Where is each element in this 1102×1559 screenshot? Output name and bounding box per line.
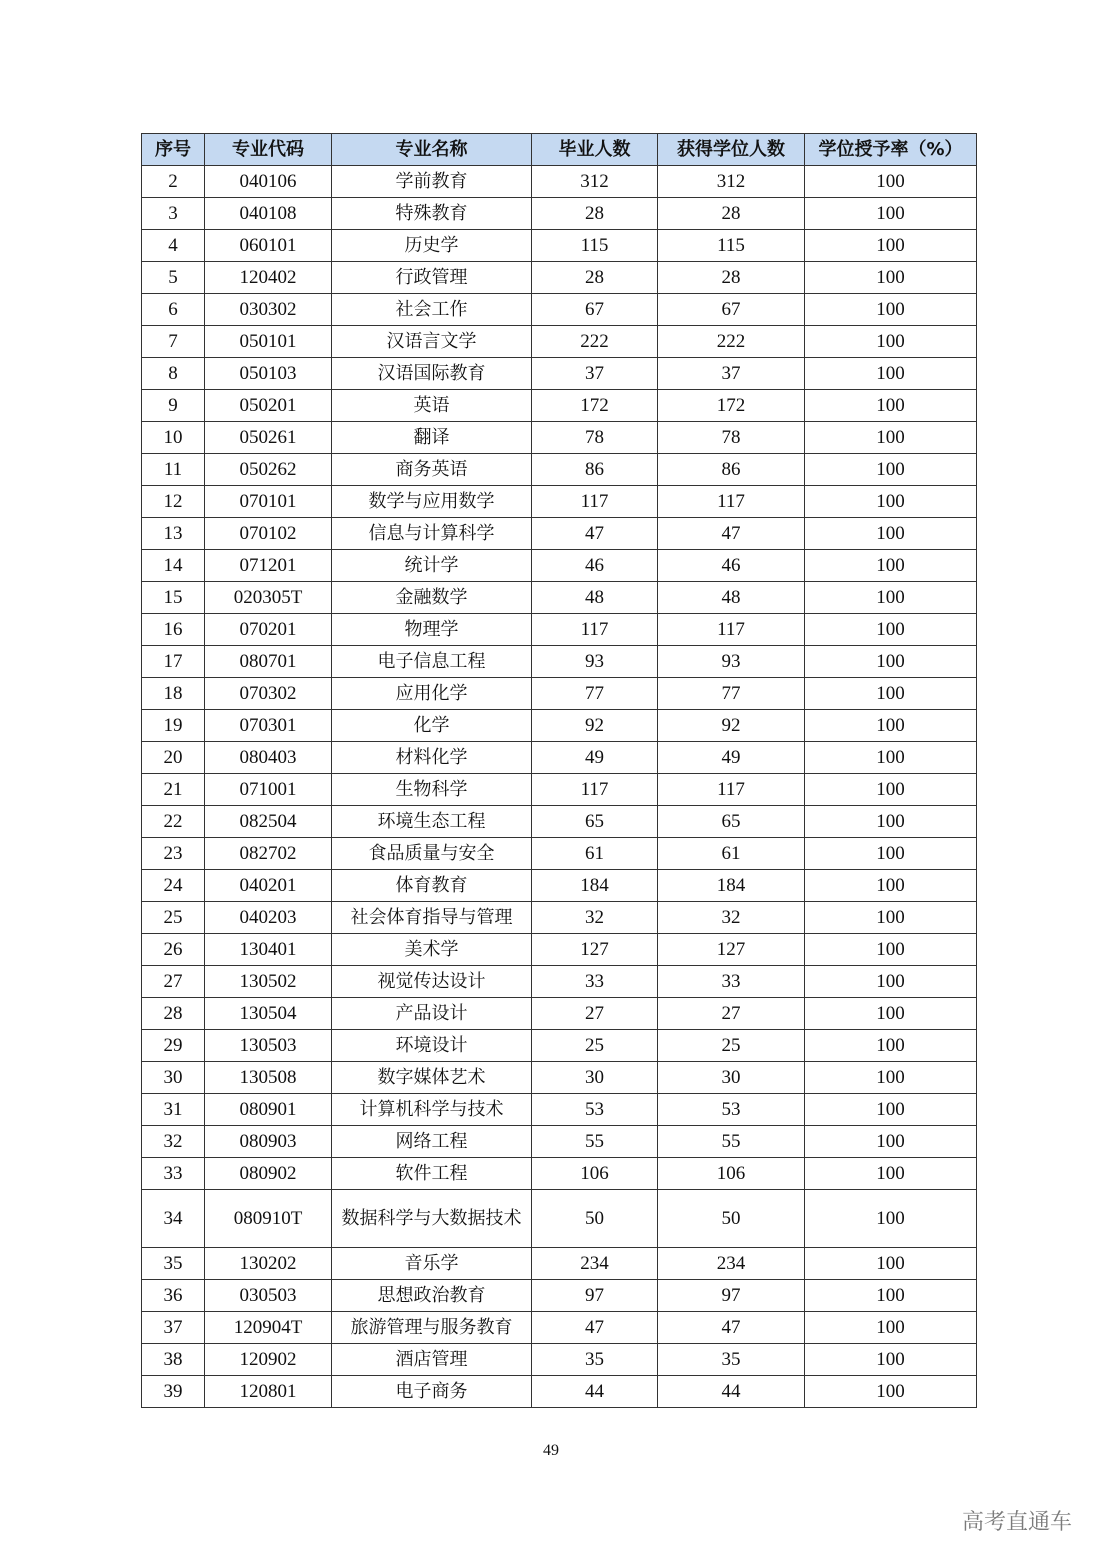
cell-graduates: 50 [532,1190,658,1248]
cell-graduates: 53 [532,1094,658,1126]
cell-graduates: 44 [532,1376,658,1408]
table-row [142,262,977,294]
cell-index: 21 [142,774,205,806]
cell-index: 31 [142,1094,205,1126]
cell-major-code: 080403 [205,742,332,774]
cell-index: 30 [142,1062,205,1094]
cell-degrees-awarded: 117 [658,486,805,518]
table-row [142,870,977,902]
cell-degrees-awarded: 65 [658,806,805,838]
cell-major-code: 120904T [205,1312,332,1344]
cell-major-code: 070201 [205,614,332,646]
cell-degree-rate: 100 [805,390,977,422]
cell-major-name: 英语 [332,390,532,422]
cell-index: 20 [142,742,205,774]
cell-degree-rate: 100 [805,838,977,870]
cell-major-code: 120902 [205,1344,332,1376]
cell-degree-rate: 100 [805,550,977,582]
cell-index: 8 [142,358,205,390]
cell-major-name: 电子信息工程 [332,646,532,678]
cell-degrees-awarded: 44 [658,1376,805,1408]
cell-index: 15 [142,582,205,614]
cell-index: 26 [142,934,205,966]
table-row [142,902,977,934]
table-row [142,1094,977,1126]
cell-major-code: 070102 [205,518,332,550]
cell-degree-rate: 100 [805,902,977,934]
cell-graduates: 222 [532,326,658,358]
cell-degree-rate: 100 [805,1280,977,1312]
cell-major-name: 电子商务 [332,1376,532,1408]
cell-major-code: 050201 [205,390,332,422]
cell-major-name: 网络工程 [332,1126,532,1158]
cell-index: 2 [142,166,205,198]
cell-degrees-awarded: 46 [658,550,805,582]
table-row [142,614,977,646]
cell-degrees-awarded: 184 [658,870,805,902]
cell-degrees-awarded: 117 [658,774,805,806]
cell-graduates: 65 [532,806,658,838]
cell-graduates: 33 [532,966,658,998]
cell-degrees-awarded: 47 [658,518,805,550]
cell-index: 9 [142,390,205,422]
table-row [142,1376,977,1408]
cell-index: 10 [142,422,205,454]
cell-major-code: 070101 [205,486,332,518]
cell-degrees-awarded: 172 [658,390,805,422]
cell-graduates: 117 [532,614,658,646]
cell-degrees-awarded: 127 [658,934,805,966]
cell-index: 34 [142,1190,205,1248]
cell-degrees-awarded: 47 [658,1312,805,1344]
cell-degree-rate: 100 [805,230,977,262]
cell-major-code: 080902 [205,1158,332,1190]
cell-major-name: 食品质量与安全 [332,838,532,870]
cell-major-name: 音乐学 [332,1248,532,1280]
cell-graduates: 106 [532,1158,658,1190]
cell-graduates: 47 [532,518,658,550]
cell-graduates: 25 [532,1030,658,1062]
cell-degrees-awarded: 97 [658,1280,805,1312]
cell-graduates: 32 [532,902,658,934]
table-row [142,1190,977,1248]
cell-index: 32 [142,1126,205,1158]
cell-degrees-awarded: 106 [658,1158,805,1190]
cell-index: 14 [142,550,205,582]
cell-degree-rate: 100 [805,358,977,390]
cell-index: 5 [142,262,205,294]
cell-index: 25 [142,902,205,934]
cell-major-name: 酒店管理 [332,1344,532,1376]
cell-index: 33 [142,1158,205,1190]
cell-degree-rate: 100 [805,1344,977,1376]
table-row [142,1280,977,1312]
cell-major-name: 材料化学 [332,742,532,774]
cell-degrees-awarded: 28 [658,198,805,230]
table-row [142,486,977,518]
cell-degrees-awarded: 93 [658,646,805,678]
cell-index: 35 [142,1248,205,1280]
cell-major-code: 030503 [205,1280,332,1312]
cell-degrees-awarded: 25 [658,1030,805,1062]
cell-index: 24 [142,870,205,902]
cell-major-name: 翻译 [332,422,532,454]
cell-degree-rate: 100 [805,614,977,646]
table-row [142,582,977,614]
cell-graduates: 61 [532,838,658,870]
cell-major-name: 学前教育 [332,166,532,198]
table-row [142,646,977,678]
cell-index: 22 [142,806,205,838]
table-row [142,198,977,230]
cell-degree-rate: 100 [805,198,977,230]
cell-graduates: 67 [532,294,658,326]
cell-graduates: 117 [532,486,658,518]
cell-degree-rate: 100 [805,774,977,806]
cell-degrees-awarded: 67 [658,294,805,326]
cell-degrees-awarded: 49 [658,742,805,774]
cell-index: 29 [142,1030,205,1062]
header-row [142,134,977,166]
cell-major-code: 130401 [205,934,332,966]
cell-graduates: 92 [532,710,658,742]
table-row [142,422,977,454]
cell-major-code: 070302 [205,678,332,710]
cell-major-code: 040201 [205,870,332,902]
table-row [142,774,977,806]
cell-graduates: 86 [532,454,658,486]
cell-index: 37 [142,1312,205,1344]
cell-major-name: 应用化学 [332,678,532,710]
table-row [142,1126,977,1158]
cell-major-name: 特殊教育 [332,198,532,230]
table-row [142,550,977,582]
cell-major-name: 数学与应用数学 [332,486,532,518]
cell-major-name: 思想政治教育 [332,1280,532,1312]
cell-major-code: 082504 [205,806,332,838]
cell-degrees-awarded: 48 [658,582,805,614]
cell-degrees-awarded: 28 [658,262,805,294]
table-row [142,838,977,870]
cell-degree-rate: 100 [805,966,977,998]
cell-degree-rate: 100 [805,582,977,614]
cell-graduates: 93 [532,646,658,678]
table-row [142,166,977,198]
table-row [142,390,977,422]
header-major-code: 专业代码 [205,134,332,166]
cell-degrees-awarded: 92 [658,710,805,742]
cell-major-name: 汉语国际教育 [332,358,532,390]
cell-major-name: 化学 [332,710,532,742]
cell-major-code: 130502 [205,966,332,998]
cell-degrees-awarded: 117 [658,614,805,646]
cell-degrees-awarded: 35 [658,1344,805,1376]
cell-major-name: 商务英语 [332,454,532,486]
cell-degree-rate: 100 [805,166,977,198]
cell-graduates: 312 [532,166,658,198]
cell-major-code: 080903 [205,1126,332,1158]
cell-graduates: 184 [532,870,658,902]
cell-graduates: 117 [532,774,658,806]
cell-graduates: 234 [532,1248,658,1280]
cell-major-code: 080901 [205,1094,332,1126]
cell-graduates: 27 [532,998,658,1030]
cell-graduates: 115 [532,230,658,262]
cell-degrees-awarded: 33 [658,966,805,998]
cell-index: 16 [142,614,205,646]
cell-degrees-awarded: 32 [658,902,805,934]
cell-major-code: 050101 [205,326,332,358]
cell-index: 19 [142,710,205,742]
cell-major-code: 040108 [205,198,332,230]
table-row [142,678,977,710]
header-major-name: 专业名称 [332,134,532,166]
cell-graduates: 78 [532,422,658,454]
cell-index: 39 [142,1376,205,1408]
cell-index: 11 [142,454,205,486]
page-number: 49 [543,1442,559,1459]
cell-major-code: 071001 [205,774,332,806]
cell-graduates: 28 [532,262,658,294]
table-row [142,998,977,1030]
cell-major-name: 统计学 [332,550,532,582]
table-row [142,518,977,550]
cell-degree-rate: 100 [805,422,977,454]
table-row [142,1062,977,1094]
cell-degree-rate: 100 [805,678,977,710]
cell-degree-rate: 100 [805,486,977,518]
cell-degrees-awarded: 115 [658,230,805,262]
cell-major-name: 环境设计 [332,1030,532,1062]
table-row [142,1030,977,1062]
header-degrees-awarded: 获得学位人数 [658,134,805,166]
cell-index: 12 [142,486,205,518]
table-body [142,166,977,1408]
cell-major-name: 软件工程 [332,1158,532,1190]
cell-major-code: 080910T [205,1190,332,1248]
cell-major-name: 生物科学 [332,774,532,806]
cell-major-name: 数字媒体艺术 [332,1062,532,1094]
table-row [142,806,977,838]
cell-graduates: 77 [532,678,658,710]
cell-major-name: 社会体育指导与管理 [332,902,532,934]
cell-major-name: 视觉传达设计 [332,966,532,998]
cell-major-code: 130504 [205,998,332,1030]
table-row [142,1344,977,1376]
cell-degrees-awarded: 61 [658,838,805,870]
cell-major-code: 020305T [205,582,332,614]
cell-major-code: 130202 [205,1248,332,1280]
cell-major-code: 040106 [205,166,332,198]
cell-index: 27 [142,966,205,998]
cell-degree-rate: 100 [805,742,977,774]
cell-degree-rate: 100 [805,806,977,838]
table-row [142,966,977,998]
cell-graduates: 49 [532,742,658,774]
cell-degree-rate: 100 [805,646,977,678]
cell-graduates: 172 [532,390,658,422]
cell-major-code: 071201 [205,550,332,582]
table-row [142,358,977,390]
header-index: 序号 [142,134,205,166]
cell-degree-rate: 100 [805,1376,977,1408]
cell-index: 23 [142,838,205,870]
cell-major-name: 体育教育 [332,870,532,902]
cell-degrees-awarded: 53 [658,1094,805,1126]
cell-graduates: 46 [532,550,658,582]
cell-major-name: 计算机科学与技术 [332,1094,532,1126]
cell-index: 3 [142,198,205,230]
cell-index: 4 [142,230,205,262]
cell-degree-rate: 100 [805,294,977,326]
cell-index: 18 [142,678,205,710]
cell-degree-rate: 100 [805,518,977,550]
cell-degree-rate: 100 [805,934,977,966]
cell-graduates: 55 [532,1126,658,1158]
cell-index: 7 [142,326,205,358]
cell-degrees-awarded: 27 [658,998,805,1030]
cell-major-name: 汉语言文学 [332,326,532,358]
cell-major-code: 130503 [205,1030,332,1062]
cell-degrees-awarded: 50 [658,1190,805,1248]
cell-degrees-awarded: 234 [658,1248,805,1280]
cell-degree-rate: 100 [805,262,977,294]
cell-degrees-awarded: 222 [658,326,805,358]
cell-degree-rate: 100 [805,998,977,1030]
degree-table [141,133,977,1408]
cell-graduates: 48 [532,582,658,614]
table-header [142,134,977,166]
cell-degree-rate: 100 [805,1312,977,1344]
table-row [142,742,977,774]
cell-major-name: 美术学 [332,934,532,966]
cell-major-code: 082702 [205,838,332,870]
cell-degree-rate: 100 [805,1248,977,1280]
cell-graduates: 127 [532,934,658,966]
header-degree-rate: 学位授予率（%） [805,134,977,166]
cell-major-code: 130508 [205,1062,332,1094]
cell-degree-rate: 100 [805,1126,977,1158]
cell-index: 38 [142,1344,205,1376]
cell-degree-rate: 100 [805,870,977,902]
cell-degree-rate: 100 [805,710,977,742]
cell-major-name: 数据科学与大数据技术 [332,1190,532,1248]
cell-major-name: 产品设计 [332,998,532,1030]
cell-degrees-awarded: 312 [658,166,805,198]
cell-graduates: 30 [532,1062,658,1094]
table-row [142,934,977,966]
cell-index: 17 [142,646,205,678]
cell-degree-rate: 100 [805,1094,977,1126]
cell-degree-rate: 100 [805,1158,977,1190]
cell-degrees-awarded: 86 [658,454,805,486]
cell-major-name: 历史学 [332,230,532,262]
cell-degrees-awarded: 77 [658,678,805,710]
watermark-text: 高考直通车 [961,1510,1072,1535]
cell-graduates: 97 [532,1280,658,1312]
table-row [142,326,977,358]
cell-degree-rate: 100 [805,326,977,358]
cell-degrees-awarded: 37 [658,358,805,390]
cell-major-code: 040203 [205,902,332,934]
cell-degrees-awarded: 55 [658,1126,805,1158]
table-row [142,1312,977,1344]
cell-major-code: 050103 [205,358,332,390]
cell-degree-rate: 100 [805,1062,977,1094]
cell-degree-rate: 100 [805,1190,977,1248]
cell-major-code: 050261 [205,422,332,454]
cell-graduates: 37 [532,358,658,390]
cell-index: 36 [142,1280,205,1312]
table-row [142,294,977,326]
header-graduates: 毕业人数 [532,134,658,166]
cell-major-name: 旅游管理与服务教育 [332,1312,532,1344]
cell-major-name: 社会工作 [332,294,532,326]
cell-major-code: 120402 [205,262,332,294]
cell-graduates: 28 [532,198,658,230]
cell-major-code: 030302 [205,294,332,326]
cell-major-name: 物理学 [332,614,532,646]
cell-graduates: 35 [532,1344,658,1376]
cell-graduates: 47 [532,1312,658,1344]
cell-major-code: 070301 [205,710,332,742]
cell-index: 13 [142,518,205,550]
table-row [142,1248,977,1280]
cell-index: 6 [142,294,205,326]
cell-degree-rate: 100 [805,1030,977,1062]
cell-major-name: 信息与计算科学 [332,518,532,550]
cell-index: 28 [142,998,205,1030]
cell-major-code: 050262 [205,454,332,486]
cell-major-code: 120801 [205,1376,332,1408]
cell-major-name: 行政管理 [332,262,532,294]
cell-major-name: 金融数学 [332,582,532,614]
cell-major-code: 080701 [205,646,332,678]
table-row [142,230,977,262]
table-row [142,1158,977,1190]
table-row [142,454,977,486]
cell-major-name: 环境生态工程 [332,806,532,838]
cell-degree-rate: 100 [805,454,977,486]
cell-degrees-awarded: 78 [658,422,805,454]
cell-major-code: 060101 [205,230,332,262]
table-row [142,710,977,742]
cell-degrees-awarded: 30 [658,1062,805,1094]
